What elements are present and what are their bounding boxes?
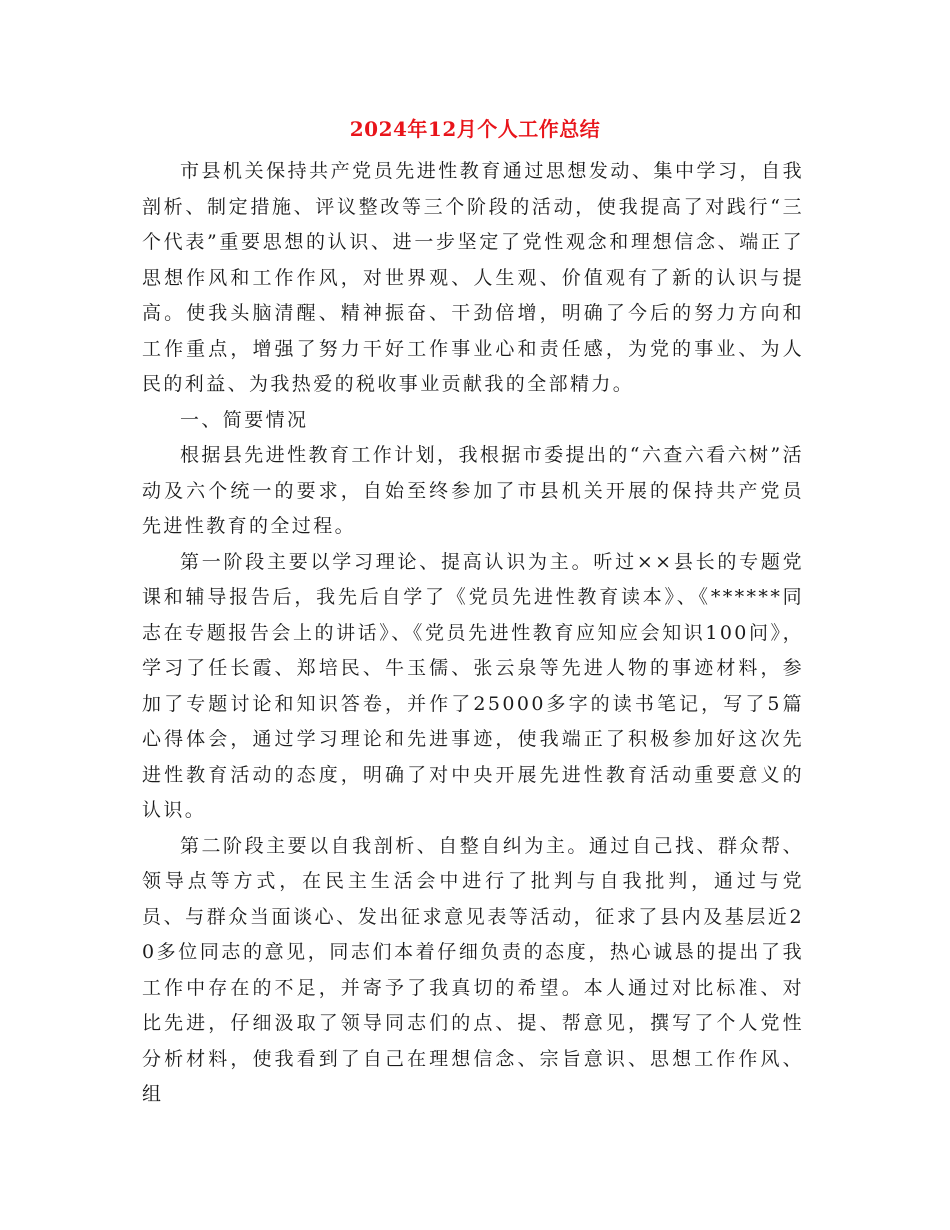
document-title: 2024年12月个人工作总结 [349,117,601,141]
paragraph-overview: 根据县先进性教育工作计划，我根据市委提出的“六查六看六树”活动及六个统一的要求，自始至终参加了市县机关开展的保持共产党员先进性教育的全过程。 [142,444,804,537]
paragraph-stage-one: 第一阶段主要以学习理论、提高认识为主。听过××县长的专题党课和辅导报告后，我先后自学了《党员先进性教育读本》、《******同志在专题报告会上的讲话》、《党员先进性教育应知应会知识100问》，学习了任长霞、郑培民、牛玉儒、张云泉等先进人物的事迹材料，参加了专题讨论和知识答卷，并作了25000多字的读书笔记，写了5篇心得体会，通过学习理论和先进事迹，使我端正了积极参加好这次先进性教育活动的态度，明确了对中央开展先进性教育活动重要意义的认识。 [142,550,804,821]
paragraph-stage-two: 第二阶段主要以自我剖析、自整自纠为主。通过自己找、群众帮、领导点等方式，在民主生活会中进行了批判与自我批判，通过与党员、与群众当面谈心、发出征求意见表等活动，征求了县内及基层近20多位同志的意见，同志们本着仔细负责的态度，热心诚恳的提出了我工作中存在的不足，并寄予了我真切的希望。本人通过对比标准、对比先进，仔细汲取了领导同志们的点、提、帮意见，撰写了个人党性分析材料，使我看到了自己在理想信念、宗旨意识、思想工作作风、组 [142,834,804,1105]
section-heading-brief: 一、简要情况 [180,408,309,431]
paragraph-intro: 市县机关保持共产党员先进性教育通过思想发动、集中学习，自我剖析、制定措施、评议整改等三个阶段的活动，使我提高了对践行“三个代表”重要思想的认识、进一步坚定了党性观念和理想信念、端正了思想作风和工作作风，对世界观、人生观、价值观有了新的认识与提高。使我头脑清醒、精神振奋、干劲倍增，明确了今后的努力方向和工作重点，增强了努力干好工作事业心和责任感，为党的事业、为人民的利益、为我热爱的税收事业贡献我的全部精力。 [142,160,804,395]
document-body [142,154,804,1113]
